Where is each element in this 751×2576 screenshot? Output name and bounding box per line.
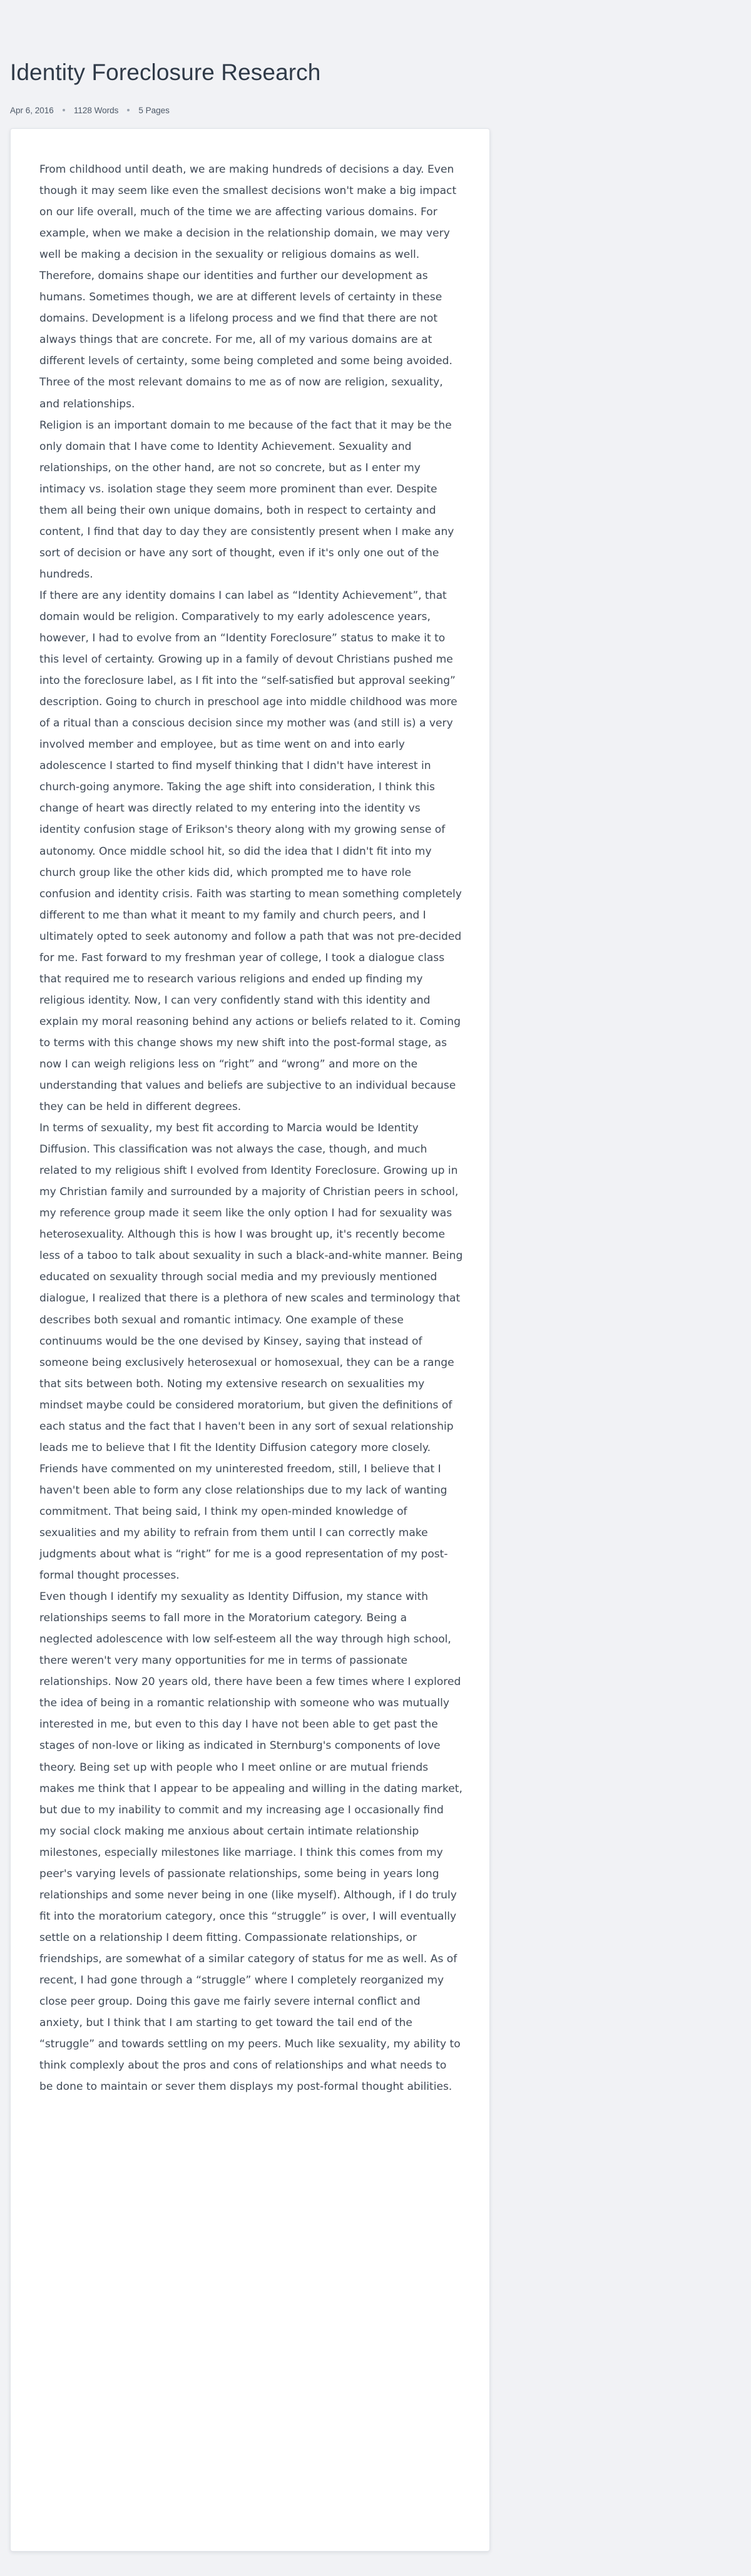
document-date: Apr 6, 2016 [10, 105, 54, 115]
essay-paragraph-4: In terms of sexuality, my best fit according to Marcia would be Identity Diffusion. This classification was not always the case, though, and much related to my religious shift I evolved from Identity Foreclosure. Growing up in my Christian family and surrounded by a majority of Christian peers in school, my reference group made it seem like the only option I had for sexuality was heterosexuality. Although this is how I was brought up, it's recently become less of a taboo to talk about sexuality in such a black-and-white manner. Being educated on sexuality through social media and my previously mentioned dialogue, I realized that there is a plethora of new scales and terminology that describes both sexual and romantic intimacy. One example of these continuums would be the one devised by Kinsey, saying that instead of someone being exclusively heterosexual or homosexual, they can be a range that sits between both. Noting my extensive research on sexualities my mindset maybe could be considered moratorium, but given the definitions of each status and the fact that I haven't been in any sort of sexual relationship leads me to believe that I fit the Identity Diffusion category more closely. Friends have commented on my uninterested freedom, still, I believe that I haven't been able to form any close relationships due to my lack of wanting commitment. That being said, I think my open-minded knowledge of sexualities and my ability to refrain from them until I can correctly make judgments about what is “right” for me is a good representation of my post-formal thought processes. [39, 1122, 463, 1582]
essay-paragraph-2: Religion is an important domain to me because of the fact that it may be the only domain that I have come to Identity Achievement. Sexuality and relationships, on the other hand, are not so concrete, but as I enter my intimacy vs. isolation stage they seem more prominent than ever. Despite them all being their own unique domains, both in respect to certainty and content, I find that day to day they are consistently present when I make any sort of decision or have any sort of thought, even if it's only one out of the hundreds. [39, 419, 454, 581]
page-title: Identity Foreclosure Research [10, 59, 321, 85]
meta-separator-dot [127, 109, 130, 111]
document-meta [10, 104, 751, 116]
meta-separator-dot [63, 109, 65, 111]
document-page-count: 5 Pages [138, 105, 170, 115]
essay-paragraph-3: If there are any identity domains I can label as “Identity Achievement”, that domain would be religion. Comparatively to my early adolescence years, however, I had to evolve from an “Identity Foreclosure” status to make it to this level of certainty. Growing up in a family of devout Christians pushed me into the foreclosure label, as I fit into the “self-satisfied but approval seeking” description. Going to church in preschool age into middle childhood was more of a ritual than a conscious decision since my mother was (and still is) a very involved member and employee, but as time went on and into early adolescence I started to find myself thinking that I didn't have interest in church-going anymore. Taking the age shift into consideration, I think this change of heart was directly related to my entering into the identity vs identity confusion stage of Erikson's theory along with my growing sense of autonomy. Once middle school hit, so did the idea that I didn't fit into my church group like the other kids did, which prompted me to have role confusion and identity crisis. Faith was starting to mean something completely different to me than what it meant to my family and church peers, and I ultimately opted to seek autonomy and follow a path that was not pre-decided for me. Fast forward to my freshman year of college, I took a dialogue class that required me to research various religions and ended up finding my religious identity. Now, I can very confidently stand with this identity and explain my moral reasoning behind any actions or beliefs related to it. Coming to terms with this change shows my new shift into the post-formal stage, as now I can weigh religions less on “right” and “wrong” and more on the understanding that values and beliefs are subjective to an individual because they can be held in different degrees. [39, 589, 462, 1114]
essay-card [10, 128, 490, 2552]
document-word-count: 1128 Words [73, 105, 119, 115]
essay-paragraph-5: Even though I identify my sexuality as Identity Diffusion, my stance with relationships seems to fall more in the Moratorium category. Being a neglected adolescence with low self-esteem all the way through high school, there weren't very many opportunities for me in terms of passionate relationships. Now 20 years old, there have been a few times where I explored the idea of being in a romantic relationship with someone who was mutually interested in me, but even to this day I have not been able to get past the stages of non-love or liking as indicated in Sternburg's components of love theory. Being set up with people who I meet online or are mutual friends makes me think that I appear to be appealing and willing in the dating market, but due to my inability to commit and my increasing age I occasionally find my social clock making me anxious about certain intimate relationship milestones, especially milestones like marriage. I think this comes from my peer's varying levels of passionate relationships, some being in years long relationships and some never being in one (like myself). Although, if I do truly fit into the moratorium category, once this “struggle” is over, I will eventually settle on a relationship I deem fitting. Compassionate relationships, or friendships, are somewhat of a similar category of status for me as well. As of recent, I had gone through a “struggle” where I completely reorganized my close peer group. Doing this gave me fairly severe internal conflict and anxiety, but I think that I am starting to get toward the tail end of the “struggle” and towards settling on my peers. Much like sexuality, my ability to think complexly about the pros and cons of relationships and what needs to be done to maintain or sever them displays my post-formal thought abilities. [39, 1591, 462, 2094]
essay-paragraph-1: From childhood until death, we are making hundreds of decisions a day. Even though it may seem like even the smallest decisions won't make a big impact on our life overall, much of the time we are affecting various domains. For example, when we make a decision in the relationship domain, we may very well be making a decision in the sexuality or religious domains as well. Therefore, domains shape our identities and further our development as humans. Sometimes though, we are at different levels of certainty in these domains. Development is a lifelong process and we find that there are not always things that are concrete. For me, all of my various domains are at different levels of certainty, some being completed and some being avoided. Three of the most relevant domains to me as of now are religion, sexuality, and relationships. [39, 163, 457, 410]
